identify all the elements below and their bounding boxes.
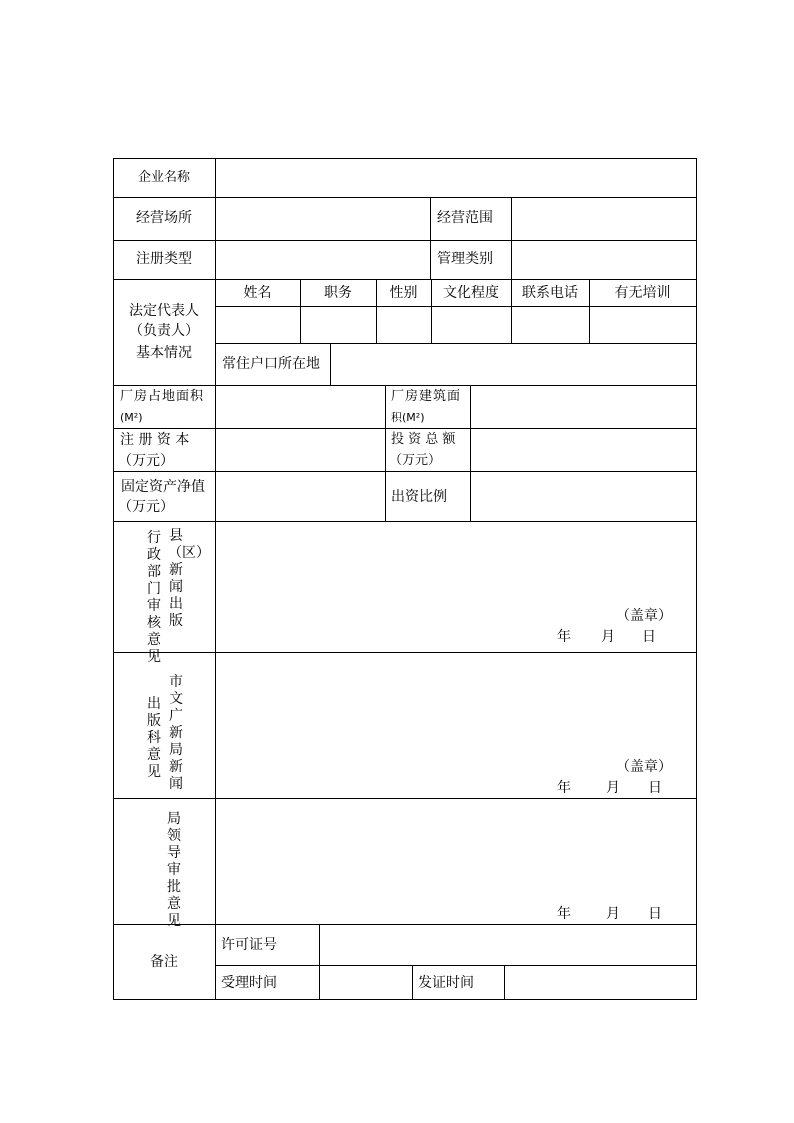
accept-time-field[interactable] bbox=[320, 966, 412, 999]
rep-gender-field[interactable] bbox=[377, 307, 431, 343]
bureau-month: 月 bbox=[606, 906, 620, 922]
city-day: 日 bbox=[648, 780, 662, 796]
rep-phone-field[interactable] bbox=[512, 307, 589, 343]
reg-type-label: 注册类型 bbox=[136, 251, 192, 267]
city-review-field[interactable] bbox=[216, 653, 696, 798]
factory-area-unit: (M²) bbox=[120, 411, 143, 424]
license-no-label: 许可证号 bbox=[221, 937, 277, 953]
city-review-title: 市文广新局新闻 bbox=[169, 674, 183, 792]
issue-time-field[interactable] bbox=[505, 966, 696, 999]
investment-label: 投 资 总 额 bbox=[391, 432, 456, 447]
company-name-field[interactable] bbox=[216, 159, 696, 197]
remarks-label: 备注 bbox=[150, 954, 178, 970]
residence-field[interactable] bbox=[331, 344, 696, 385]
business-place-label: 经营场所 bbox=[136, 210, 192, 226]
factory-area-label: 厂房占地面积 bbox=[120, 389, 205, 404]
building-area-label: 厂房建筑面 bbox=[391, 389, 462, 404]
mgmt-category-field[interactable] bbox=[512, 241, 696, 279]
county-seal: （盖章） bbox=[616, 608, 672, 624]
county-review-field[interactable] bbox=[216, 522, 696, 652]
col-position-header: 职务 bbox=[324, 285, 352, 301]
building-area-unit: 积(M²) bbox=[391, 411, 425, 424]
rep-education-field[interactable] bbox=[432, 307, 511, 343]
legal-rep-sub-label: （负责人） bbox=[129, 323, 199, 339]
equity-ratio-label: 出资比例 bbox=[391, 489, 447, 505]
reg-capital-field[interactable] bbox=[216, 429, 385, 471]
license-no-field[interactable] bbox=[320, 925, 696, 965]
residence-label: 常住户口所在地 bbox=[222, 356, 320, 372]
business-place-field[interactable] bbox=[216, 198, 430, 240]
reg-type-field[interactable] bbox=[216, 241, 430, 279]
rule bbox=[113, 999, 696, 1000]
county-review-title: 县（区）新闻出版 bbox=[168, 528, 210, 629]
investment-field[interactable] bbox=[471, 429, 696, 471]
col-training-header: 有无培训 bbox=[614, 285, 671, 301]
business-scope-field[interactable] bbox=[512, 198, 696, 240]
accept-time-label: 受理时间 bbox=[221, 975, 277, 991]
col-education-header: 文化程度 bbox=[443, 285, 499, 301]
county-review-title-2: 行政部门审核意见 bbox=[147, 530, 161, 665]
reg-capital-unit: （万元） bbox=[118, 453, 174, 469]
rep-position-field[interactable] bbox=[301, 307, 376, 343]
bureau-day: 日 bbox=[648, 906, 662, 922]
rule bbox=[412, 965, 413, 999]
county-day: 日 bbox=[642, 629, 656, 645]
rep-name-field[interactable] bbox=[216, 307, 300, 343]
rep-training-field[interactable] bbox=[590, 307, 696, 343]
legal-rep-label: 法定代表人 bbox=[129, 303, 199, 319]
fixed-assets-unit: （万元） bbox=[118, 499, 174, 515]
company-name-label: 企业名称 bbox=[137, 170, 190, 185]
rule bbox=[113, 279, 696, 280]
city-month: 月 bbox=[606, 780, 620, 796]
fixed-assets-field[interactable] bbox=[216, 472, 385, 521]
col-phone-header: 联系电话 bbox=[522, 285, 578, 301]
issue-time-label: 发证时间 bbox=[418, 975, 474, 991]
city-seal: （盖章） bbox=[616, 759, 672, 775]
bureau-year: 年 bbox=[557, 906, 571, 922]
rule bbox=[113, 158, 114, 1000]
col-gender-header: 性别 bbox=[389, 285, 418, 301]
bureau-approval-field[interactable] bbox=[216, 799, 696, 924]
rule bbox=[696, 158, 697, 1000]
legal-rep-basic-label: 基本情况 bbox=[136, 345, 192, 361]
building-area-field[interactable] bbox=[471, 386, 696, 428]
mgmt-category-label: 管理类别 bbox=[437, 251, 493, 267]
investment-unit: （万元） bbox=[389, 453, 442, 468]
county-month: 月 bbox=[601, 629, 615, 645]
col-name-header: 姓名 bbox=[243, 285, 272, 301]
rule bbox=[385, 385, 386, 521]
bureau-approval-title: 局领导审批意见 bbox=[167, 811, 181, 929]
factory-area-field[interactable] bbox=[216, 386, 385, 428]
city-review-title-2: 出版科意见 bbox=[147, 696, 161, 780]
county-year: 年 bbox=[557, 629, 571, 645]
business-scope-label: 经营范围 bbox=[437, 210, 493, 226]
rule bbox=[430, 197, 431, 279]
city-year: 年 bbox=[557, 780, 571, 796]
reg-capital-label: 注 册 资 本 bbox=[120, 432, 190, 448]
equity-ratio-field[interactable] bbox=[471, 472, 696, 521]
fixed-assets-label: 固定资产净值 bbox=[121, 479, 205, 495]
